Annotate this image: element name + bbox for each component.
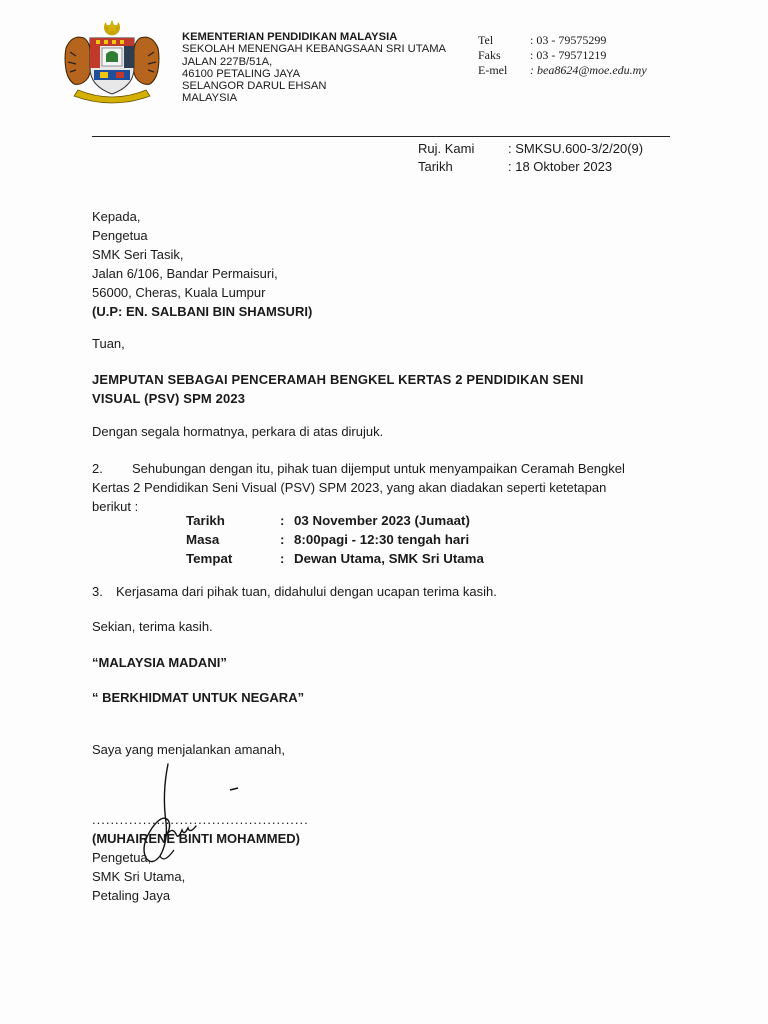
intro-paragraph: Dengan segala hormatnya, perkara di atas dirujuk.: [92, 424, 384, 439]
recipient-line: Jalan 6/106, Bandar Permaisuri,: [92, 266, 278, 281]
recipient-line: SMK Seri Tasik,: [92, 247, 184, 262]
detail-row-date: [186, 511, 484, 530]
contact-label: Tel: [478, 33, 494, 47]
signer-block: [92, 829, 300, 905]
detail-value: 8:00pagi - 12:30 tengah hari: [294, 532, 470, 547]
detail-value: 03 November 2023 (Jumaat): [294, 513, 470, 528]
recipient-attention: (U.P: EN. SALBANI BIN SHAMSURI): [92, 304, 313, 319]
detail-sep: :: [280, 513, 285, 528]
paragraph-number: 2.: [92, 461, 103, 476]
signature-line: ...............................................: [92, 812, 309, 827]
reference-block: [418, 140, 643, 176]
detail-row-venue: [186, 549, 484, 568]
detail-label: Masa: [186, 532, 220, 547]
subject-heading: [92, 370, 584, 408]
date-value: : 18 Oktober 2023: [508, 159, 613, 174]
address-line: 46100 PETALING JAYA: [182, 67, 301, 80]
paragraph-text: Kerjasama dari pihak tuan, didahului dengan ucapan terima kasih.: [116, 584, 497, 599]
signer-school: SMK Sri Utama,: [92, 869, 186, 884]
paragraph-2: [92, 459, 625, 516]
detail-value: Dewan Utama, SMK Sri Utama: [294, 551, 484, 566]
detail-label: Tarikh: [186, 513, 225, 528]
motto-madani: “MALAYSIA MADANI”: [92, 655, 227, 670]
paragraph-3: [92, 582, 497, 601]
date-label: Tarikh: [418, 159, 453, 174]
recipient-line: Pengetua: [92, 228, 148, 243]
ref-value: : SMKSU.600-3/2/20(9): [508, 141, 644, 156]
paragraph-number: 3.: [92, 584, 103, 599]
address-line: SEKOLAH MENENGAH KEBANGSAAN SRI UTAMA: [182, 43, 446, 56]
recipient-block: [92, 207, 312, 321]
salutation: Tuan,: [92, 336, 125, 351]
contact-value: : 03 - 79571219: [530, 48, 607, 62]
paragraph-line: berikut :: [92, 499, 139, 514]
signer-location: Petaling Jaya: [92, 888, 171, 903]
address-line: JALAN 227B/51A,: [182, 55, 273, 68]
recipient-line: Kepada,: [92, 209, 141, 224]
detail-sep: :: [280, 551, 285, 566]
address-line: SELANGOR DARUL EHSAN: [182, 80, 327, 93]
contact-row-fax: [478, 48, 647, 63]
subject-line: JEMPUTAN SEBAGAI PENCERAMAH BENGKEL KERTAS 2 PENDIDIKAN SENI: [92, 372, 584, 387]
trust-line: Saya yang menjalankan amanah,: [92, 742, 285, 757]
paragraph-line: Kertas 2 Pendidikan Seni Visual (PSV) SPM 2023, yang akan diadakan seperti ketetapan: [92, 480, 607, 495]
contact-row-tel: [478, 33, 647, 48]
subject-line: VISUAL (PSV) SPM 2023: [92, 391, 246, 406]
signer-title: Pengetua,: [92, 850, 152, 865]
malaysia-coat-of-arms-icon: [60, 18, 164, 104]
event-details: [186, 511, 484, 568]
motto-berkhidmat: “ BERKHIDMAT UNTUK NEGARA”: [92, 690, 305, 705]
header-divider: [92, 136, 670, 137]
address-line: MALAYSIA: [182, 92, 238, 105]
detail-label: Tempat: [186, 551, 233, 566]
contact-label: Faks: [478, 48, 501, 62]
contact-row-email: [478, 63, 647, 78]
contact-block: [478, 33, 647, 78]
signer-name: (MUHAIRENE BINTI MOHAMMED): [92, 831, 300, 846]
ref-label: Ruj. Kami: [418, 141, 475, 156]
detail-sep: :: [280, 532, 285, 547]
detail-row-time: [186, 530, 484, 549]
paragraph-line: Sehubungan dengan itu, pihak tuan dijemput untuk menyampaikan Ceramah Bengkel: [132, 461, 625, 476]
contact-value: : 03 - 79575299: [530, 33, 607, 47]
school-address-block: [182, 31, 446, 105]
ministry-name: KEMENTERIAN PENDIDIKAN MALAYSIA: [182, 31, 398, 43]
closing-line: Sekian, terima kasih.: [92, 619, 213, 634]
contact-label: E-mel: [478, 63, 508, 77]
contact-value: : bea8624@moe.edu.my: [530, 63, 647, 77]
recipient-line: 56000, Cheras, Kuala Lumpur: [92, 285, 266, 300]
